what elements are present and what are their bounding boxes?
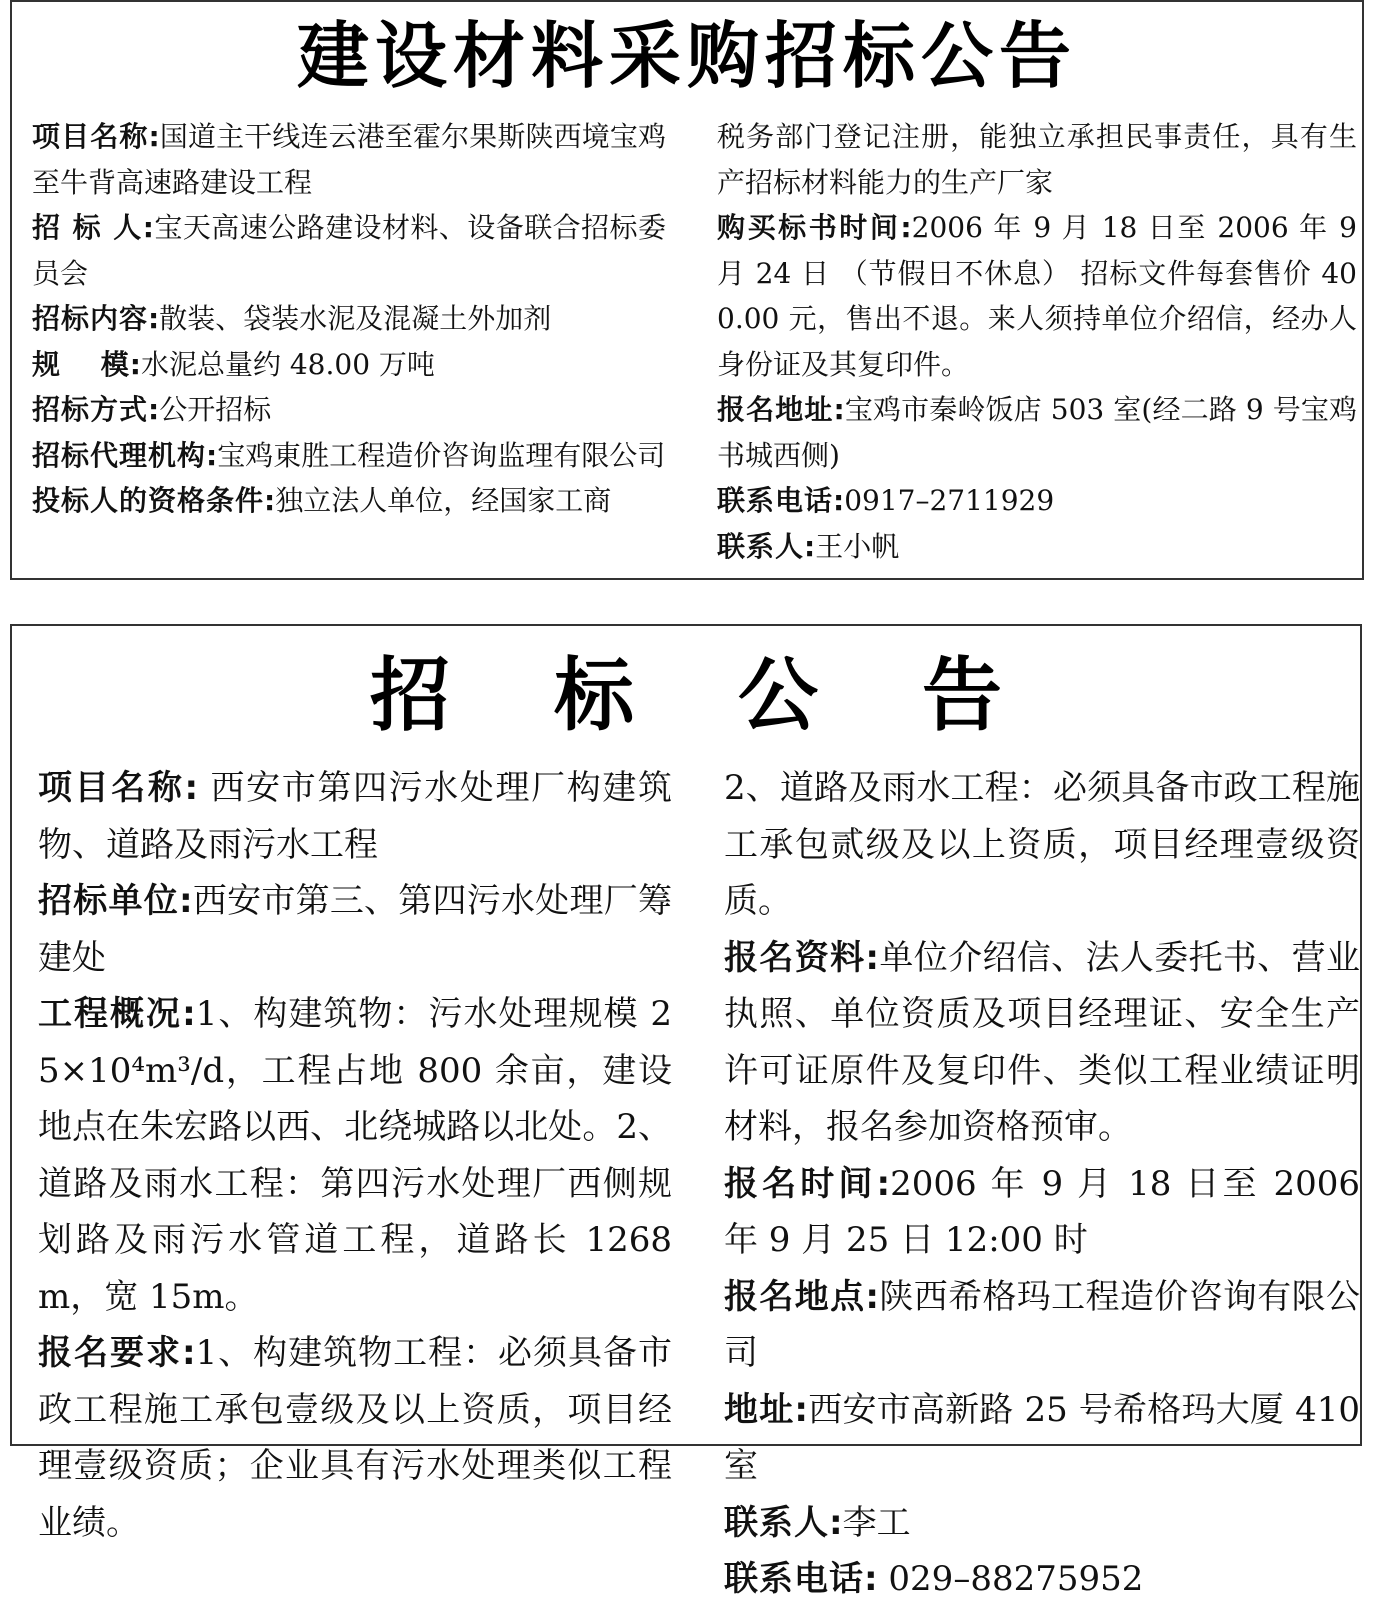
notice-entry	[724, 1382, 1360, 1495]
entry-separator: :	[184, 768, 199, 808]
notice-entry	[724, 1269, 1360, 1382]
entry-separator: :	[129, 347, 141, 381]
entry-label: 招 标 人	[32, 211, 143, 244]
entry-separator: :	[876, 1163, 891, 1204]
notice-entry	[724, 1551, 1360, 1608]
entry-label: 报名资料	[724, 937, 866, 978]
entry-separator: :	[148, 393, 160, 426]
notice-entry	[724, 760, 1360, 930]
notice-right-column	[724, 760, 1360, 1608]
entry-value: 宝鸡市秦岭饭店 503 室(经二路 9 号宝鸡书城西侧)	[717, 393, 1357, 472]
notice-entry	[724, 930, 1360, 1156]
entry-value: 李工	[842, 1502, 911, 1543]
entry-separator: :	[264, 484, 276, 517]
notice-entry	[717, 205, 1357, 387]
notice-entry	[724, 1495, 1360, 1552]
entry-separator: :	[864, 1559, 878, 1599]
entry-label: 项目名称	[38, 768, 185, 808]
entry-label: 地址	[724, 1389, 795, 1430]
notice-right-column	[717, 114, 1357, 569]
entry-value: 1、构建筑物：污水处理规模 25×10⁴m³/d，工程占地 800 余亩，建设地点在朱宏路以西、北绕城路以北处。2、道路及雨水工程：第四污水处理厂西侧规划路及雨污水管道工程，道路长 1268m，宽 15m。	[38, 994, 673, 1317]
entry-label: 招标方式	[32, 393, 149, 426]
notice-title: 建设材料采购招标公告	[296, 14, 1077, 98]
bid-notice-materials	[10, 0, 1364, 580]
entry-value: 宝天高速公路建设材料、设备联合招标委员会	[32, 211, 666, 290]
entry-value: 陕西希格玛工程造价咨询有限公司	[724, 1276, 1361, 1373]
notice-entry	[32, 433, 666, 479]
entry-value: 单位介绍信、法人委托书、营业执照、单位资质及项目经理证、安全生产许可证原件及复印件、类似工程业绩证明材料，报名参加资格预审。	[724, 937, 1361, 1147]
entry-label: 报名地点	[724, 1276, 866, 1317]
notice-left-column	[38, 760, 672, 1551]
notice-entry	[38, 873, 672, 986]
entry-label: 招标内容	[32, 302, 149, 335]
entry-label: 招标单位	[38, 881, 179, 921]
notice-entry	[717, 114, 1357, 205]
entry-value: 1、构建筑物工程：必须具备市政工程施工承包壹级及以上资质，项目经理壹级资质；企业具有污水处理类似工程业绩。	[38, 1333, 673, 1543]
entry-separator: :	[865, 937, 880, 978]
entry-label: 联系电话	[717, 484, 834, 517]
entry-value: 西安市第三、第四污水处理厂筹建处	[38, 881, 673, 978]
title-char: 告	[922, 649, 1002, 742]
entry-value: 2006 年 9 月 18 日至 2006 年 9 月 24 日 （节假日不休息） 招标文件每套售价 400.00 元，售出不退。来人须持单位介绍信，经办人身份证及其复印件。	[717, 211, 1357, 381]
entry-value: 2006 年 9 月 18 日至 2006 年 9 月 25 日 12:00 时	[724, 1163, 1361, 1260]
entry-value: 宝鸡東胜工程造价咨询监理有限公司	[217, 438, 666, 472]
notice-entry	[32, 387, 666, 433]
entry-separator: :	[833, 484, 845, 517]
entry-separator: :	[900, 211, 912, 244]
entry-value: 散装、袋装水泥及混凝土外加剂	[159, 302, 552, 335]
notice-entry	[32, 342, 666, 388]
entry-separator: :	[833, 393, 845, 426]
entry-value: 国道主干线连云港至霍尔果斯陕西境宝鸡至牛背高速路建设工程	[32, 120, 666, 199]
entry-label: 规 模	[32, 347, 130, 381]
entry-label: 报名时间	[724, 1163, 877, 1204]
entry-value: 独立法人单位，经国家工商	[275, 484, 612, 517]
entry-label: 招标代理机构	[32, 438, 207, 472]
entry-value: 王小帆	[815, 529, 900, 563]
title-char: 招	[370, 649, 450, 742]
notice-entry	[724, 1156, 1360, 1269]
notice-entry	[38, 1325, 672, 1551]
notice-entry	[32, 205, 666, 296]
entry-label: 联系人	[724, 1502, 829, 1543]
entry-separator: :	[865, 1276, 880, 1317]
entry-separator: :	[181, 1333, 196, 1373]
notice-entry	[32, 114, 666, 205]
notice-entry	[717, 478, 1357, 524]
entry-value: 税务部门登记注册，能独立承担民事责任，具有生产招标材料能力的生产厂家	[717, 120, 1357, 199]
title-char: 公	[738, 649, 818, 742]
entry-separator: :	[804, 529, 816, 563]
entry-separator: :	[148, 120, 160, 153]
entry-label: 报名地址	[717, 393, 834, 426]
notice-entry	[38, 986, 672, 1325]
entry-value: 西安市第四污水处理厂构建筑物、道路及雨污水工程	[38, 768, 673, 865]
entry-separator: :	[794, 1389, 809, 1430]
notice-entry	[38, 760, 672, 873]
entry-value: 西安市高新路 25 号希格玛大厦 410 室	[724, 1389, 1360, 1486]
title-char: 标	[554, 649, 634, 742]
entry-separator: :	[206, 438, 218, 472]
entry-separator: :	[148, 302, 160, 335]
entry-separator: :	[178, 881, 193, 921]
notice-left-column	[32, 114, 666, 524]
entry-value: 0917–2711929	[844, 484, 1055, 517]
notice-entry	[717, 387, 1357, 478]
entry-label: 项目名称	[32, 120, 149, 153]
entry-value: 029–88275952	[877, 1559, 1144, 1599]
notice-title	[12, 646, 1360, 746]
entry-separator: :	[829, 1502, 843, 1543]
entry-separator: :	[182, 994, 196, 1034]
notice-entry	[32, 478, 666, 524]
notice-entry	[32, 296, 666, 342]
entry-value: 水泥总量约 48.00 万吨	[140, 347, 435, 381]
entry-label: 投标人的资格条件	[32, 484, 265, 517]
entry-value: 2、道路及雨水工程：必须具备市政工程施工承包贰级及以上资质，项目经理壹级资质。	[724, 768, 1360, 921]
entry-label: 工程概况	[38, 994, 183, 1034]
entry-value: 公开招标	[159, 393, 272, 426]
entry-label: 联系人	[717, 529, 805, 563]
entry-separator: :	[142, 211, 154, 244]
entry-label: 联系电话	[724, 1559, 864, 1599]
entry-label: 报名要求	[38, 1333, 182, 1373]
entry-label: 购买标书时间	[717, 211, 901, 244]
notice-entry	[717, 524, 1357, 570]
bid-notice-wastewater	[10, 624, 1362, 1599]
